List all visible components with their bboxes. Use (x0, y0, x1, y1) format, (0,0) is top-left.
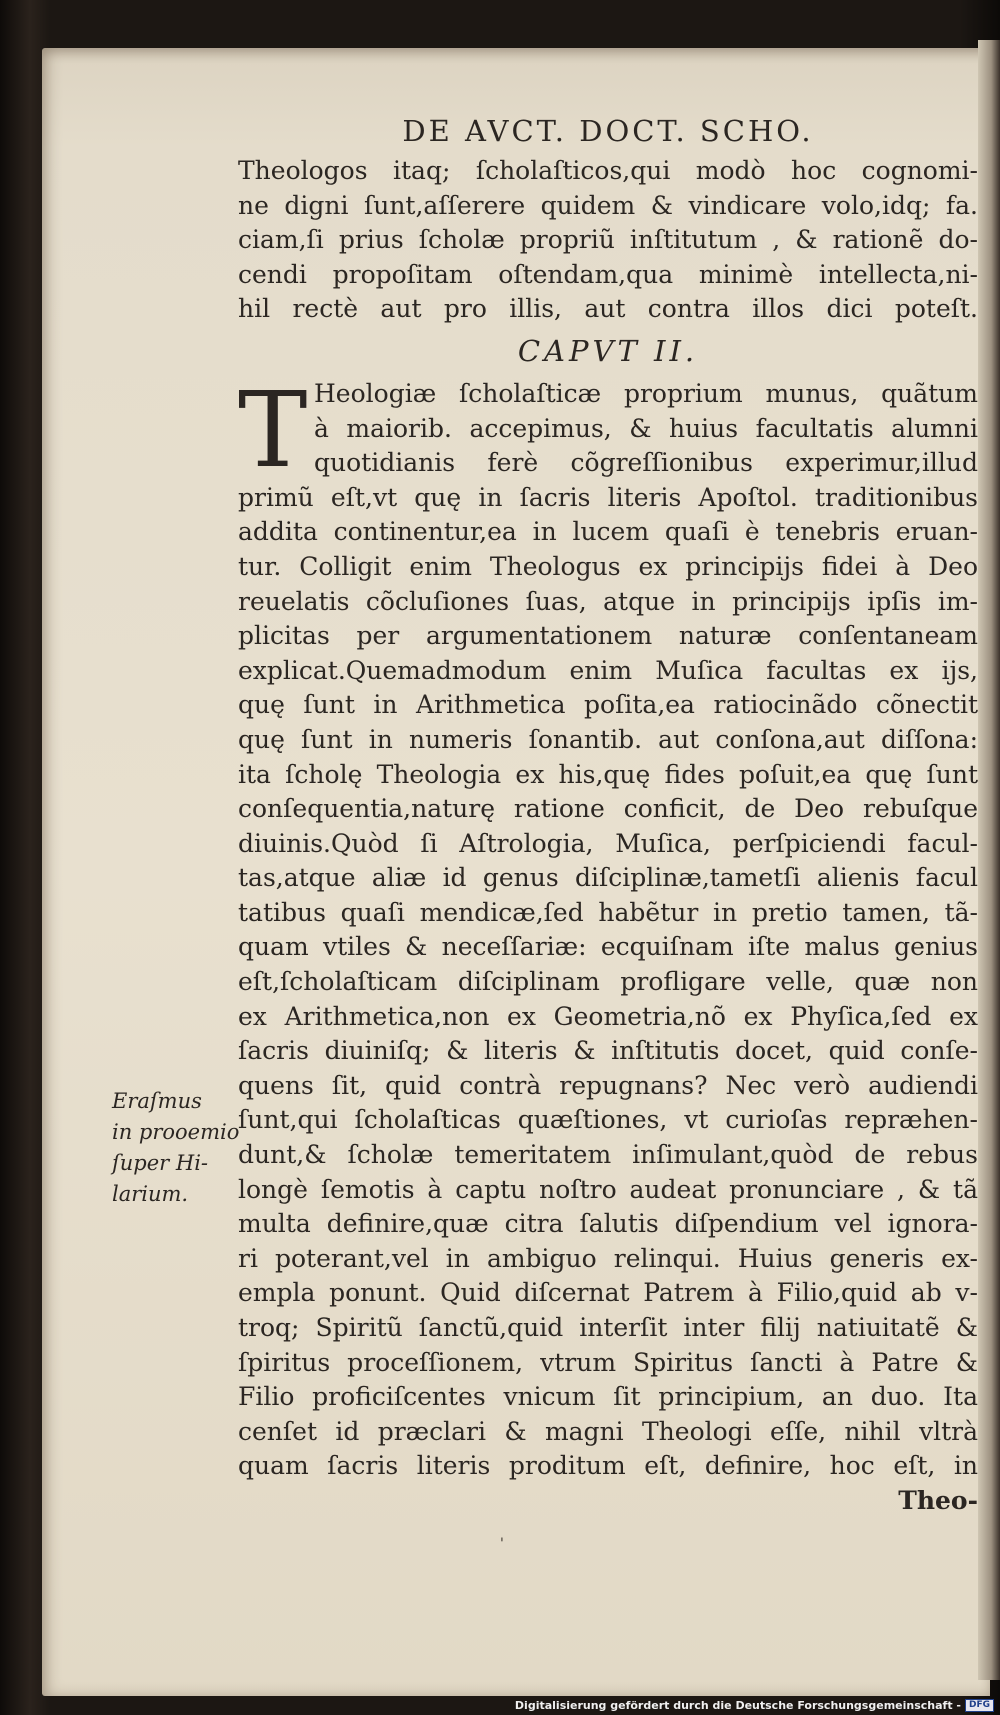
text-line: troq; Spiritũ ſanctũ,quid interſit inter filij natiuitatẽ & (238, 1313, 978, 1342)
page-edge (978, 40, 1000, 1680)
footer-text: Digitalisierung gefördert durch die Deutsche Forschungsgemeinschaft - (514, 1698, 961, 1712)
text-line: Theologos itaq; ſcholaſticos,qui modò hoc cognomi- (238, 156, 978, 185)
text-line: ex Arithmetica,non ex Geometria,nõ ex Phyſica,ſed ex (238, 1001, 978, 1031)
marginal-note-line: larium. (112, 1182, 189, 1206)
text-line: quę ſunt in Arithmetica poſita,ea ratiocinãdo cõnectit (238, 690, 978, 720)
running-head: DE AVCT. DOCT. SCHO. (402, 114, 814, 148)
digitization-footer (515, 1697, 994, 1713)
text-line: tur. Colligit enim Theologus ex principijs fidei à Deo (238, 551, 978, 581)
text-line: explicat.Quemadmodum enim Muſica facultas ex ijs, (238, 655, 978, 685)
text-line: empla ponunt. Quid diſcernat Patrem à Filio,quid ab v- (238, 1278, 978, 1308)
text-line: cendi propoſitam oſtendam,qua minimè intellecta,ni- (238, 259, 978, 289)
text-line: ſacris diuiniſq; & literis & inſtitutis docet, quid conſe- (238, 1036, 978, 1066)
text-line: tatibus quaſi mendicæ,ſed habẽtur in pretio tamen, tã- (238, 897, 978, 927)
dfg-logo-icon: DFG (965, 1699, 994, 1712)
catchword: Theo- (898, 1485, 978, 1515)
intro-paragraph (238, 154, 978, 327)
signature-mark: ' (500, 1536, 504, 1552)
text-line: quotidianis ferè cõgreſſionibus experimur,illud (314, 448, 978, 478)
text-line: ciam,ſi prius ſcholæ propriũ inſtitutum , & rationẽ do- (238, 225, 978, 255)
text-line: quens ſit, quid contrà repugnans? Nec verò audiendi (238, 1070, 978, 1100)
text-line: ne digni ſunt,aſſerere quidem & vindicare volo,idq; fa. (238, 190, 978, 220)
marginal-note-line: Eraſmus (112, 1089, 202, 1113)
text-line: à maiorib. accepimus, & huius facultatis alumni (314, 413, 978, 443)
text-line: quę ſunt in numeris ſonantib. aut conſona,aut diſſona: (238, 724, 978, 754)
text-line: cenſet id præclari & magni Theologi eſſe, nihil vltrà (238, 1416, 978, 1446)
text-line: conſequentia,naturę ratione conficit, de Deo rebuſque (238, 794, 978, 824)
chapter-heading: CAPVT II. (517, 333, 699, 368)
text-line: dunt,& ſcholæ temeritatem inſimulant,quòd de rebus (238, 1140, 978, 1170)
text-line: multa definire,quæ citra ſalutis diſpendium vel ignora- (238, 1209, 978, 1239)
drop-cap-lines (238, 368, 978, 491)
text-line: ita ſcholę Theologia ex his,quę fides poſuit,ea quę ſunt (238, 759, 978, 789)
text-line: addita continentur,ea in lucem quaſi è tenebris eruan- (238, 517, 978, 547)
text-line: tas,atque aliæ id genus diſciplinæ,tametſi alienis facul (238, 863, 978, 893)
text-line: quam vtiles & neceſſariæ: ecquiſnam iſte malus genius (238, 932, 978, 962)
text-line: diuinis.Quòd ſi Aſtrologia, Muſica, perſpiciendi facul- (238, 828, 978, 858)
text-line: primũ eſt,vt quę in ſacris literis Apoſtol. traditionibus (238, 482, 978, 512)
text-line: ſpiritus proceſſionem, vtrum Spiritus ſancti à Patre & (238, 1347, 978, 1377)
text-line: Heologiæ ſcholaſticæ proprium munus, quãtum (314, 378, 978, 408)
drop-cap-block (238, 368, 978, 491)
text-block (238, 112, 978, 1519)
text-line: Filio proficiſcentes vnicum ſit principium, an duo. Ita (238, 1382, 978, 1412)
text-line: quam ſacris literis proditum eſt, definire, hoc eſt, in (238, 1451, 978, 1481)
marginal-note (112, 1086, 240, 1210)
marginal-note-line: in prooemio (112, 1120, 240, 1144)
body-paragraph (238, 481, 978, 1484)
text-line: longè ſemotis à captu noſtro audeat pronunciare , & tã (238, 1174, 978, 1204)
marginal-note-line: ſuper Hi- (112, 1151, 209, 1175)
text-line: ſunt,qui ſcholaſticas quæſtiones, vt curioſas repræhen- (238, 1105, 978, 1135)
text-line: reuelatis cõcluſiones ſuas, atque in principijs ipſis im- (238, 586, 978, 616)
drop-cap: T (238, 368, 308, 491)
text-line: plicitas per argumentationem naturæ conſentaneam (238, 621, 978, 651)
text-line: hil rectè aut pro illis, aut contra illos dici poteſt. (238, 294, 978, 324)
text-line: eſt,ſcholaſticam diſciplinam profligare velle, quæ non (238, 967, 978, 997)
text-line: ri poterant,vel in ambiguo relinqui. Huius generis ex- (238, 1243, 978, 1273)
